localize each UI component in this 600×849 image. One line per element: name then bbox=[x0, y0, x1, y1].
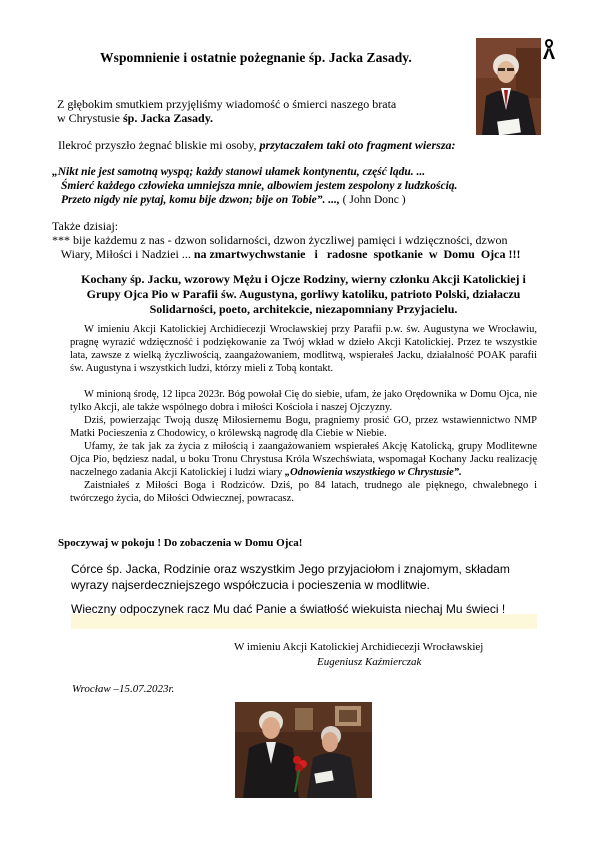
ilekroc-text: Ilekroć przyszło żegnać bliskie mi osoby, bbox=[58, 138, 260, 152]
body-paragraph-2: W minioną środę, 12 lipca 2023r. Bóg powołał Cię do siebie, ufam, że jako Orędownika w Domu Ojca, nie tylko Akcji, ale także wspólnego dobra i miłości Kościoła i naszej Ojczyzny. bbox=[70, 389, 537, 413]
date-line: Wrocław –15.07.2023r. bbox=[72, 683, 175, 695]
dedication: Kochany śp. Jacku, wzorowy Mężu i Ojcze Rodziny, wierny członku Akcji Katolickiej i Grupy Ojca Pio w Parafii św. Augustyna, gorliwy katoliku, patrioto Polski, działaczu Solidarności, poeto, architekcie, niezapomniany Przyjacielu. bbox=[81, 272, 526, 316]
takze-line-2: *** bije każdemu z nas - dzwon solidarności, dzwon życzliwej pamięci i wdzięczności, dzwon bbox=[52, 233, 508, 247]
intro-paragraph bbox=[57, 97, 396, 125]
body-paragraph-4 bbox=[70, 440, 537, 479]
takze-paragraph bbox=[52, 219, 520, 261]
body-paragraph-4-text: Ufamy, że tak jak za życia z miłością i zaangażowaniem wspierałeś Akcję Katolicką, grupy Modlitewne Ojca Pio, będziesz nadal, u boku Tronu Chrystusa Króla Wszechświata, wspomagał Kochany Jacku realizację naczelnego zadania Akcji Katolickiej i ludzi wiary bbox=[70, 441, 537, 478]
intro-deceased-name: śp. Jacka Zasady. bbox=[123, 111, 214, 125]
highlight-band bbox=[71, 614, 537, 629]
quote-author: ( John Donc ) bbox=[339, 194, 406, 206]
group-photo bbox=[235, 702, 372, 798]
ilekroc-line bbox=[58, 138, 456, 153]
takze-line-1: Także dzisiaj: bbox=[52, 219, 119, 233]
poem-quote bbox=[52, 165, 457, 207]
quote-line-3-text: Przeto nigdy nie pytaj, komu bije dzwon; bije on Tobie”. ..., bbox=[61, 194, 340, 206]
takze-line-3 bbox=[52, 247, 520, 261]
intro-line-2-text: w Chrystusie bbox=[57, 111, 123, 125]
quote-line-2: Śmierć każdego człowieka umniejsza mnie, albowiem jestem zespolony z ludzkością. bbox=[61, 180, 458, 192]
takze-line-3-bold: na zmartwychwstanie i radosne spotkanie w Domu Ojca !!! bbox=[193, 247, 521, 261]
intro-line-1: Z głębokim smutkiem przyjęliśmy wiadomość o śmierci naszego brata bbox=[57, 97, 397, 111]
signature-line: W imieniu Akcji Katolickiej Archidiecezji Wrocławskiej bbox=[234, 641, 484, 653]
prayer-line: Wieczny odpoczynek racz Mu dać Panie a światłość wiekuista niechaj Mu świeci ! bbox=[71, 602, 506, 616]
page-title: Wspomnienie i ostatnie pożegnanie śp. Jacka Zasady. bbox=[100, 50, 412, 65]
quote-line-3 bbox=[52, 193, 457, 207]
quote-line-1: „Nikt nie jest samotną wyspą; każdy stanowi ułamek kontynentu, część lądu. ... bbox=[52, 166, 426, 178]
intro-line-2 bbox=[57, 111, 396, 125]
mourning-ribbon-icon bbox=[542, 38, 556, 60]
takze-line-3-text: Wiary, Miłości i Nadziei ... bbox=[52, 247, 194, 261]
body-paragraph-1: W imieniu Akcji Katolickiej Archidiecezji Wrocławskiej przy Parafii p.w. św. Augustyna we Wrocławiu, pragnę wyrazić wdzięczność i podziękowanie za Twój wkład w dzieło Akcji Katolickiej. Przez te wszystkie lata, zawsze z wielką życzliwością, zaangażowaniem, modlitwą, wspierałeś Jacku, działalność POAK parafii św. Augustyna i wszystkich ludzi, którzy mieli z Tobą kontakt. bbox=[70, 324, 537, 374]
body-text bbox=[70, 323, 537, 505]
body-paragraph-4-motto: „Odnowienia wszystkiego w Chrystusie”. bbox=[284, 467, 462, 478]
body-paragraph-5: Zaistniałeś z Miłości Boga i Rodziców. Dziś, po 84 latach, trudnego ale pięknego, chwalebnego i twórczego życia, do Miłości Odwiecznej, powracasz. bbox=[70, 480, 537, 504]
body-paragraph-3: Dziś, powierzając Twoją duszę Miłosiernemu Bogu, pragniemy prosić GO, przez wstawiennictwo NMP Matki Pocieszenia z Chodowicy, o królewską nagrodę dla Ciebie w Niebie. bbox=[70, 415, 537, 439]
condolences-paragraph: Córce śp. Jacka, Rodzinie oraz wszystkim Jego przyjaciołom i znajomym, składam wyrazy najserdeczniejszego współczucia i pocieszenia w modlitwie. bbox=[71, 562, 510, 592]
signature-block bbox=[234, 640, 554, 670]
signature-name: Eugeniusz Kaźmierczak bbox=[317, 656, 422, 668]
ilekroc-italic: przytaczałem taki oto fragment wiersza: bbox=[259, 138, 456, 152]
farewell-line: Spoczywaj w pokoju ! Do zobaczenia w Domu Ojca! bbox=[58, 537, 303, 549]
portrait-photo bbox=[476, 38, 541, 135]
